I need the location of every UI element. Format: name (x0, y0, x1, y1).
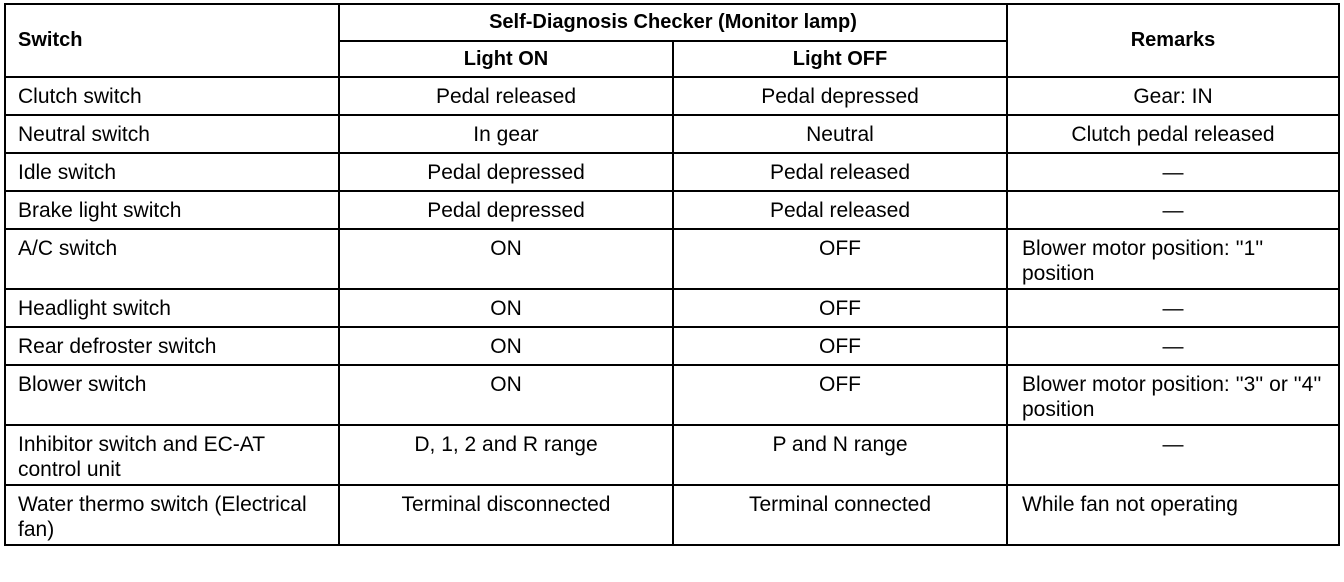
header-light-on: Light ON (339, 41, 673, 77)
cell-remarks: — (1007, 289, 1339, 327)
cell-switch: Idle switch (5, 153, 339, 191)
header-row-1 (5, 4, 1339, 41)
table-row (5, 365, 1339, 425)
cell-switch: Inhibitor switch and EC-AT control unit (5, 425, 339, 485)
cell-switch: Neutral switch (5, 115, 339, 153)
cell-light-off: Pedal released (673, 191, 1007, 229)
cell-light-off: Neutral (673, 115, 1007, 153)
cell-light-on: ON (339, 365, 673, 425)
cell-switch: Rear defroster switch (5, 327, 339, 365)
cell-remarks: Gear: IN (1007, 77, 1339, 115)
cell-light-off: Terminal connected (673, 485, 1007, 545)
cell-switch: Blower switch (5, 365, 339, 425)
cell-light-off: OFF (673, 229, 1007, 289)
table-row (5, 115, 1339, 153)
table-row (5, 229, 1339, 289)
header-light-off: Light OFF (673, 41, 1007, 77)
cell-remarks: — (1007, 153, 1339, 191)
cell-switch: Brake light switch (5, 191, 339, 229)
cell-light-on: ON (339, 289, 673, 327)
self-diagnosis-table (4, 3, 1340, 546)
header-checker: Self-Diagnosis Checker (Monitor lamp) (339, 4, 1007, 41)
header-remarks: Remarks (1007, 4, 1339, 77)
cell-light-off: P and N range (673, 425, 1007, 485)
cell-light-on: Terminal disconnected (339, 485, 673, 545)
cell-remarks: — (1007, 191, 1339, 229)
table-row (5, 289, 1339, 327)
cell-remarks: Blower motor position: ''1'' position (1007, 229, 1339, 289)
table-row (5, 327, 1339, 365)
cell-light-on: Pedal depressed (339, 191, 673, 229)
cell-light-off: OFF (673, 327, 1007, 365)
cell-remarks: Clutch pedal released (1007, 115, 1339, 153)
cell-light-on: D, 1, 2 and R range (339, 425, 673, 485)
cell-remarks: — (1007, 425, 1339, 485)
cell-light-off: OFF (673, 365, 1007, 425)
table-row (5, 77, 1339, 115)
table-row (5, 153, 1339, 191)
cell-remarks: — (1007, 327, 1339, 365)
table-row (5, 485, 1339, 545)
cell-light-on: In gear (339, 115, 673, 153)
cell-remarks: While fan not operating (1007, 485, 1339, 545)
cell-light-on: Pedal released (339, 77, 673, 115)
cell-switch: Headlight switch (5, 289, 339, 327)
header-switch: Switch (5, 4, 339, 77)
cell-light-off: Pedal depressed (673, 77, 1007, 115)
cell-switch: Water thermo switch (Electrical fan) (5, 485, 339, 545)
cell-light-on: ON (339, 327, 673, 365)
cell-light-off: OFF (673, 289, 1007, 327)
cell-light-on: Pedal depressed (339, 153, 673, 191)
cell-remarks: Blower motor position: ''3'' or ''4'' position (1007, 365, 1339, 425)
cell-switch: A/C switch (5, 229, 339, 289)
cell-light-off: Pedal released (673, 153, 1007, 191)
table-row (5, 191, 1339, 229)
table-row (5, 425, 1339, 485)
cell-light-on: ON (339, 229, 673, 289)
cell-switch: Clutch switch (5, 77, 339, 115)
